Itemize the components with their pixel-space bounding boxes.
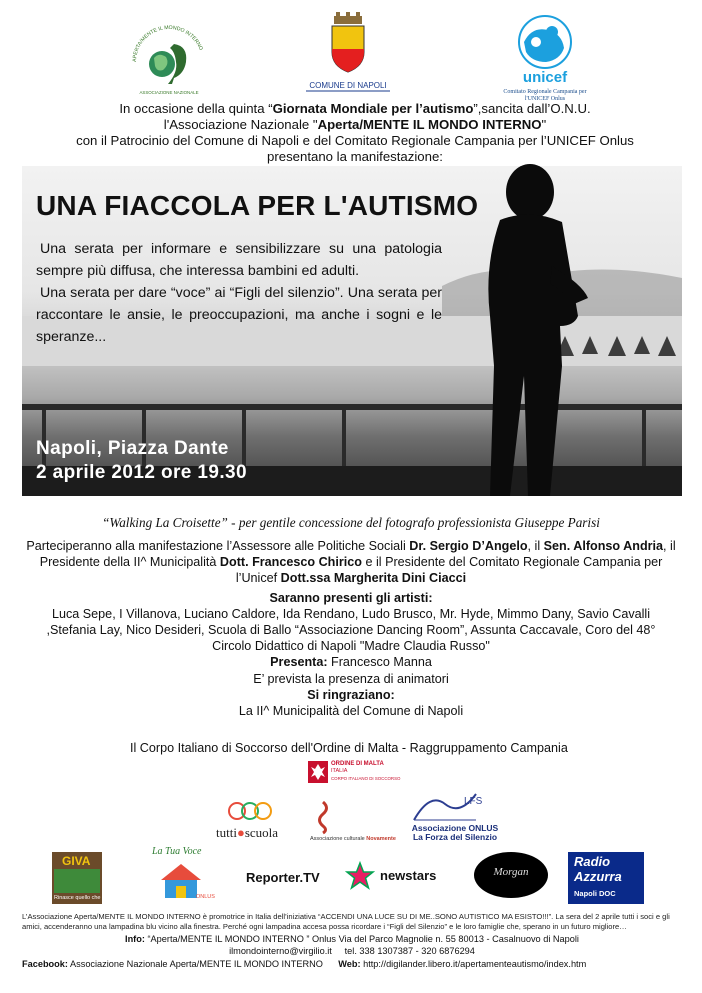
thanks-item-1: La II^ Municipalità del Comune di Napoli [238, 704, 464, 719]
azzurra-text: Azzurra [574, 869, 622, 884]
header-logos [0, 10, 702, 100]
forza-silenzio-logo [396, 790, 514, 846]
comune-napoli-label: COMUNE DI NAPOLI [309, 81, 387, 90]
giva-text: GIVA [62, 854, 91, 868]
morgan-text: Morgan [493, 866, 529, 878]
association-logo-caption: ASSOCIAZIONE NAZIONALE [139, 90, 199, 95]
intro-line-3: con il Patrocinio del Comune di Napoli e del Comitato Regionale Campania per l’UNICEF Onlus [76, 133, 634, 148]
facebook-page[interactable]: Associazione Nazionale Aperta/MENTE IL MONDO INTERNO [67, 958, 323, 969]
event-details [20, 538, 682, 719]
newstars-logo [346, 862, 456, 892]
thanks-item-2: Il Corpo Italiano di Soccorso dell'Ordine di Malta - Raggruppamento Campania [130, 741, 568, 755]
association-logo [128, 18, 210, 100]
star-icon [346, 862, 374, 890]
email-phone-line [22, 946, 682, 958]
la-tua-voce-onlus: ONLUS [196, 894, 215, 900]
footer-note: L’Associazione Aperta/MENTE IL MONDO INTERNO è promotrice in Italia dell’iniziativa “ACCENDI UNA LUCE SU DI ME..SONO AUTISTICO MA ESISTO!!!”. La sera del 2 aprile tutti i soci e gli amici, accenderanno una lampadina blu vicino alla finestra. Perché ogni lampadina accesa possa ricordare i “Figli del Silenzio” e le loro famiglie che, sperano in un futuro migliore… [22, 912, 670, 931]
association-logo-text: APERTA/MENTE IL MONDO INTERNO [131, 24, 204, 63]
giva-image [54, 869, 100, 893]
event-description [36, 238, 442, 348]
website-link[interactable]: http://digilander.libero.it/apertamenteautismo/index.htm [360, 958, 587, 969]
newstars-text: newstars [380, 868, 437, 883]
intro-line-2: l'Associazione Nazionale "Aperta/MENTE IL MONDO INTERNO" [163, 117, 547, 132]
morgan-tv-logo [474, 852, 548, 898]
intro-line-1: In occasione della quinta “Giornata Mondiale per l’autismo”,sancita dall’O.N.U. [119, 101, 591, 116]
description-paragraph-1: Una serata per informare e sensibilizzare su una patologia sempre più diffusa, che interessa bambini ed adulti. [36, 241, 442, 279]
info-line: Info: “Aperta/MENTE IL MONDO INTERNO ” Onlus Via del Parco Magnolie n. 55 80013 - Casalnuovo di Napoli [125, 934, 579, 944]
artists-list: Luca Sepe, I Villanova, Luciano Caldore, Ida Rendano, Ludo Brusco, Mr. Hyde, Mimmo Dany, Savio Cavalli ,Stefania Lay, Nico Desideri, Scuola di Ballo “Associazione Dancing Room”, Assunta Caccavale, Coro del 48° Circolo Didattico di Napoli "Madre Claudia Russo" [46, 606, 656, 654]
forza-silenzio-icon [410, 790, 483, 822]
tutti-a-scuola-logo [214, 800, 286, 846]
napoli-doc-text: Napoli DOC [574, 889, 616, 898]
la-tua-voce-text: La Tua Voce [152, 846, 202, 857]
animators-line: E’ prevista la presenza di animatori [253, 671, 449, 686]
event-location-date [36, 437, 247, 485]
presenter-line: Presenta: Francesco Manna [270, 655, 432, 670]
intro-line-4: presentano la manifestazione: [267, 149, 443, 164]
svg-text:LFS: LFS [464, 796, 483, 807]
participants-text: Parteciperanno alla manifestazione l’Assessore alle Politiche Sociali Dr. Sergio D’Angelo, il Sen. Alfonso Andria, il Presidente della II^ Municipalità Dott. Francesco Chirico e il Presidente del Comitato Regionale Campania per l’Unicef Dott.ssa Margherita Dini Ciacci [26, 539, 676, 586]
radio-text: Radio [574, 854, 611, 869]
reporter-tv-logo: Reporter.TV [246, 870, 320, 885]
event-title: UNA FIACCOLA PER L'AUTISMO [36, 190, 479, 221]
giva-slogan: Rinasce quello che conta [54, 895, 116, 901]
social-web-line: Facebook: Associazione Nazionale Aperta/MENTE IL MONDO INTERNO Web: http://digilander.libero.it/apertamenteautismo/index.htm [22, 958, 587, 969]
thanks-heading: Si ringraziano: [307, 687, 395, 702]
tutti-a-scuola-text: tutti●scuola [216, 825, 279, 840]
intro-text [30, 101, 680, 165]
unicef-wordmark: unicef [522, 69, 568, 86]
description-paragraph-2: Una serata per dare “voce” ai “Figli del silenzio”. Una serata per raccontare le ansie, le preoccupazioni, ma anche i sogni e le speranze... [36, 285, 442, 345]
phone-numbers: tel. 338 1307387 - 320 6876294 [344, 945, 475, 956]
event-place: Napoli, Piazza Dante [36, 438, 229, 459]
malta-corps: CORPO ITALIANO DI SOCCORSO [331, 776, 401, 781]
novamente-symbol-icon [314, 800, 332, 834]
malta-cross-icon [308, 761, 328, 783]
comune-napoli-logo [300, 12, 396, 98]
artists-heading: Saranno presenti gli artisti: [269, 590, 433, 605]
novamente-logo [306, 800, 396, 846]
radio-azzurra-logo [568, 852, 644, 904]
giva-logo [52, 852, 116, 904]
photo-credit: “Walking La Croisette” - per gentile concessione del fotografo professionista Giuseppe Parisi [102, 515, 600, 530]
unicef-caption: Comitato Regionale Campania per l'UNICEF Onlus [503, 89, 587, 102]
contact-info [22, 934, 682, 970]
la-tua-voce-logo [150, 846, 218, 906]
event-date: 2 aprile 2012 ore 19.30 [36, 462, 247, 483]
novamente-text: Associazione culturale Novamente [310, 836, 396, 842]
forza-silenzio-line-2: La Forza del Silenzio [412, 832, 498, 842]
malta-country: ITALIA [331, 768, 348, 774]
kids-faces-icon [228, 800, 272, 822]
malta-name: ORDINE DI MALTA [331, 761, 384, 767]
email-link[interactable]: ilmondointerno@virgilio.it [229, 945, 332, 956]
forza-silenzio-line-1: Associazione ONLUS [411, 823, 499, 833]
ordine-malta-logo [308, 761, 401, 787]
